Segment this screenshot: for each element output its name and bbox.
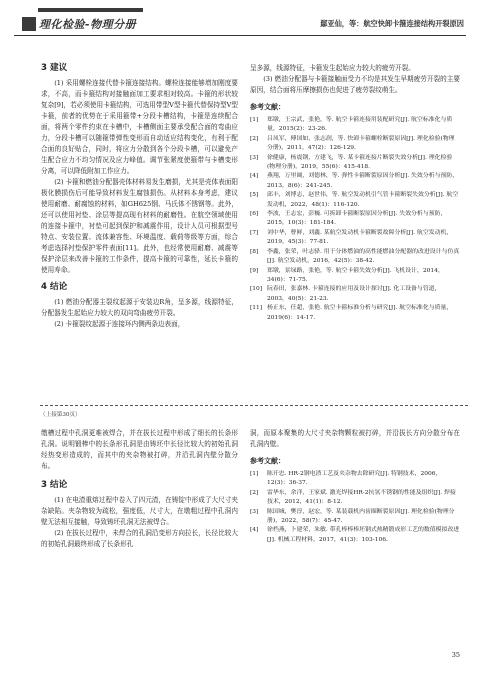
reference-text: 徐健康，杨震钢，方建飞，等. 某卡箍连接片断裂失效分析[J]. 理化检验(物理分册)，2019，55(6)：415-418. <box>267 154 453 171</box>
paragraph: (2) 在拔长过程中，未焊合的孔洞沿变形方向拉长，长径比较大的初始孔洞最终形成了长条形孔 <box>41 529 238 548</box>
reference-number: [2] <box>250 135 259 142</box>
reference-item <box>250 508 460 527</box>
reference-text: 陈国城，樊淳，赵宏，等. 某装载机内齿圈断裂原因[J]. 理化检验(物理分册)，2022，58(7)：45-47. <box>267 508 455 525</box>
journal-logo <box>22 17 136 31</box>
paragraph: (1) 在电渣重熔过程中卷入了四元渣，在铸锭中形成了大尺寸夹杂缺陷。夹杂物较为疏松，强度低，尺寸大，在墩粗过程中孔洞内壁无法相互接触，导致铸坯孔洞无法被焊合。 <box>41 496 238 526</box>
reference-item <box>250 267 460 286</box>
reference-item <box>250 191 460 210</box>
paragraph: 洞，而原本聚集的大尺寸夹杂物颗粒被打碎，并沿拔长方向分散分布在孔洞内壁。 <box>250 429 460 448</box>
top-left-column <box>41 63 238 330</box>
logo-mark <box>22 17 36 31</box>
paragraph: (3) 燃油分配器与卡箍接触面受力不均是其发生早期疲劳开裂的主要原因，结合面将压摩擦损伤也促进了疲劳裂纹萌生。 <box>250 75 460 94</box>
paragraph: 缴槽过程中孔洞更难被焊合，并在拔长过程中形成了细长的长条形孔洞。说明锻棒中的长条形孔洞是由铸坯中长径比较大的初始孔洞经热变形造成的，而其中的夹杂物被打碎，并沿孔洞内壁分散分布。 <box>41 429 238 470</box>
reference-number: [1] <box>250 471 259 477</box>
reference-item <box>250 248 460 267</box>
reference-list <box>250 116 460 323</box>
reference-text: 吕凤军，傅国如，张志润，等. 快卸卡箍螺栓断裂原因[J]. 理化检验(物理分册)，2011，47(2)：126-129. <box>267 135 455 152</box>
section-heading: 3 建议 <box>41 63 68 73</box>
page-number: 35 <box>451 651 460 659</box>
reference-item <box>250 116 460 135</box>
reference-number: [10] <box>250 286 263 293</box>
paragraph: (2) 卡箍裂纹起源于连接环内侧两条边表面， <box>54 320 185 328</box>
reference-text: 陈开忠. HR-2钢电渣工艺及夹杂物去除研究[J]. 特钢技术，2006，12(3)：36-37. <box>267 471 442 487</box>
reference-number: [2] <box>250 489 259 496</box>
bottom-right-column <box>250 428 460 545</box>
reference-text: 李波，王志宏，彭巍. 可拆卸卡箍断裂原因分析[J]. 失效分析与预防，2015，10(3)：181-184. <box>267 211 447 227</box>
reference-text: 雷华东，余洋，王家斌. 激光焊接HR-2抗氢不锈钢的性能及组织[J]. 焊接技术，2012，41(1)：8-12. <box>267 489 456 506</box>
reference-text: 郑墩，景绿路，张艳，等. 航空卡箍失效分析[J]. 飞机设计，2014，34(6)：71-75. <box>267 267 444 283</box>
reference-item <box>250 285 460 304</box>
reference-item <box>250 304 460 323</box>
continued-note: （上接第30页） <box>40 412 81 418</box>
reference-text: 阮春田，张嘉林. 卡箍连接的应用及设计探讨[J]. 化工设备与管道，2003，40(5)：21-23. <box>267 286 441 302</box>
reference-number: [4] <box>250 527 259 534</box>
reference-number: [11] <box>250 305 263 312</box>
reference-number: [4] <box>250 173 259 180</box>
reference-number: [1] <box>250 117 259 123</box>
reference-text: 邱丰，刘博志，赵世伟，等. 航空发动机引气管卡箍断裂失效分析[J]. 航空发动机，2022，48(1)：116-120. <box>267 192 459 208</box>
header-bar <box>38 8 143 12</box>
article-separator <box>40 405 468 406</box>
paragraph: (1) 燃油分配器主裂纹起源于安装边R角，呈多源，线源特征，分配器发生起始应力较大的双向弯曲疲劳开裂。 <box>41 298 238 317</box>
journal-logo-text: 理化检验-物理分册 <box>39 18 137 31</box>
reference-text: 燕翔，万里阔，刘德林，等. 弹性卡箍断裂原因分析[J]. 失效分析与预防，2013，8(6)：241-245. <box>267 173 459 189</box>
references-heading: 参考文献： <box>250 103 285 111</box>
reference-text: 杨正东，任超，张艳. 航空卡箍标准分析与研究[J]. 航空标准化与质量，2019(6)：14-17. <box>267 305 453 321</box>
reference-number: [9] <box>250 267 259 274</box>
running-title: 鄢亚仙，等：航空快卸卡箍连接结构开裂原因 <box>320 19 464 28</box>
reference-text: 徐档燕，卜建荣，朱敏. 带孔棒棒棒坯钢式热精锻成形工艺的数值模拟改进[J]. 机械工程材料，2017，41(3)：103-106. <box>267 527 460 543</box>
reference-item <box>250 229 460 248</box>
references-heading: 参考文献： <box>250 457 285 465</box>
bottom-left-column <box>41 428 238 550</box>
reference-number: [5] <box>250 192 259 199</box>
reference-number: [7] <box>250 229 259 236</box>
reference-item <box>250 470 460 489</box>
reference-list <box>250 470 460 545</box>
reference-item <box>250 489 460 508</box>
reference-number: [3] <box>250 154 259 161</box>
paragraph: (2) 卡箍和燃油分配器壳体材料易发生磨损，尤其是壳体表面阳极化膜损伤后可能导致材料发生腐蚀损伤。从材料本身考虑，建议使用耐磨、耐腐蚀的材料，如GH625钢、马氏体不锈钢等。此外，还可以使用衬垫、涂层等提高现有材料的耐磨性。在航空领域使用的连接卡箍中，衬垫可起到保护和减震作用，设计人员可根据型号特点、安装位置、流体兼容性、环境温度、载荷等级等方面，综合考虑选择衬垫保护零件表面[11]。此外，也经常使用耐磨、减震等保护涂层来改善卡箍的工作条件，提高卡箍的可靠性，延长卡箍的使用寿命。 <box>41 178 238 274</box>
reference-text: 郑墩，王宗武，张艳，等. 航空卡箍连接用装配研究[J]. 航空标准化与质量，2015(2)：23-26. <box>267 117 453 133</box>
reference-item <box>250 154 460 173</box>
page-header <box>14 8 466 34</box>
header-rule <box>14 35 466 36</box>
reference-text: 李鑫，张荣，叶志驿. 用于分体燃油的高性能燃油分配器的改进设计与仿真[J]. 航空发动机，2016，42(5)：38-42. <box>267 248 460 265</box>
reference-number: [6] <box>250 211 259 218</box>
reference-item <box>250 135 460 154</box>
reference-item <box>250 526 460 545</box>
reference-item <box>250 210 460 229</box>
paragraph: 呈多源，线源特征，卡箍发生起始应力较大的疲劳开裂。 <box>250 64 415 72</box>
reference-text: 刘中华，曹鲜，刘鑫. 某航空发动机卡箍断裂故障分析[J]. 航空发动机，2019，45(3)：77-81. <box>267 229 453 246</box>
reference-item <box>250 172 460 191</box>
reference-number: [3] <box>250 508 259 515</box>
section-heading: 4 结论 <box>41 282 68 292</box>
reference-number: [8] <box>250 248 259 255</box>
section-heading: 3 结论 <box>41 480 68 490</box>
paragraph: (1) 采用螺栓连接代替卡箍连接结构。螺栓连接能够增加刚度要求，不高，而卡箍结构对接触面加工要求相对较高。卡箍的形状较复杂[9]，若必须使用卡箍结构，可选用带型V型卡箍代替保持型V型卡箍，前者的优势在于采用箍带+分段卡槽结构，卡箍是连续配合面，将两个零件约束在卡槽中，卡槽侧面主要承受配合面的弯曲应力，分段卡槽可以随箍带弹性变形而自动适应结构变化，有利于配合面的良好贴合，同时，将应力分散到各个分段卡槽，可以避免产生配合应力不均匀情况及应力峰值。调节张紧度使箍带与卡槽变形分离，可以降低附加工作应力。 <box>41 79 238 175</box>
top-right-column <box>250 63 460 323</box>
